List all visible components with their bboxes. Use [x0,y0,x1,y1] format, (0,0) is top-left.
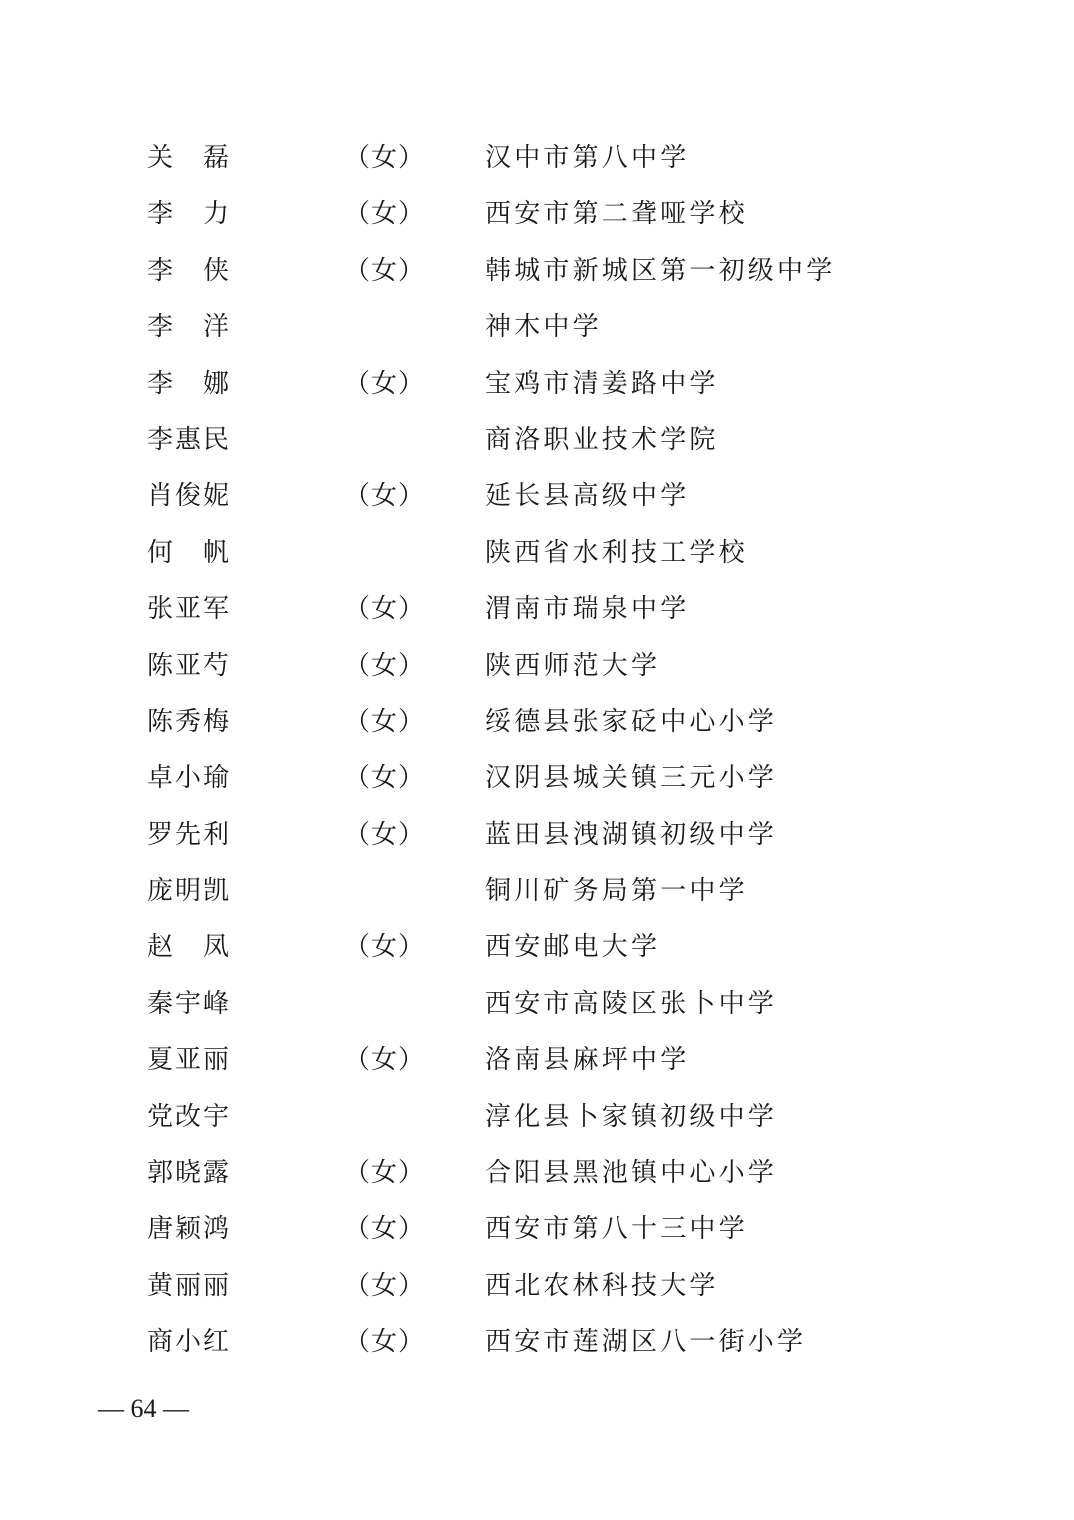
person-name: 党改宇 [147,1101,232,1132]
list-item [0,1032,1074,1088]
person-name: 李惠民 [147,424,232,455]
organization: 西北农林科技大学 [485,1270,719,1301]
organization: 陕西师范大学 [485,650,661,681]
organization: 汉阴县城关镇三元小学 [485,763,778,794]
list-item [0,356,1074,412]
organization: 淳化县卜家镇初级中学 [485,1101,778,1132]
list-item [0,638,1074,694]
organization: 宝鸡市清姜路中学 [485,368,719,399]
gender-note: （女） [344,481,426,512]
list-item [0,412,1074,468]
organization: 洛南县麻坪中学 [485,1045,690,1076]
gender-note: （女） [344,763,426,794]
organization: 合阳县黑池镇中心小学 [485,1158,778,1189]
gender-note: （女） [344,255,426,286]
list-item [0,1201,1074,1257]
organization: 铜川矿务局第一中学 [485,876,748,907]
gender-note: （女） [344,594,426,625]
organization: 西安市第八十三中学 [485,1214,748,1245]
list-item [0,1258,1074,1314]
person-name: 赵 凤 [147,932,232,963]
person-name: 罗先利 [147,819,232,850]
list-item [0,581,1074,637]
award-list [0,130,1074,1371]
person-name: 关 磊 [147,143,232,173]
list-item [0,1145,1074,1201]
gender-note: （女） [344,1158,426,1189]
organization: 西安市高陵区张卜中学 [485,988,778,1019]
organization: 蓝田县洩湖镇初级中学 [485,819,778,850]
list-item [0,1314,1074,1370]
page-number: — 64 — [98,1394,189,1423]
list-item [0,243,1074,299]
person-name: 夏亚丽 [147,1045,232,1076]
person-name: 黄丽丽 [147,1270,232,1301]
person-name: 李 娜 [147,368,232,399]
person-name: 秦宇峰 [147,988,232,1019]
gender-note: （女） [344,199,426,230]
list-item [0,694,1074,750]
gender-note: （女） [344,650,426,681]
gender-note: （女） [344,1214,426,1245]
organization: 渭南市瑞泉中学 [485,594,690,625]
person-name: 李 洋 [147,312,232,343]
list-item [0,525,1074,581]
gender-note: （女） [344,1327,426,1358]
list-item [0,807,1074,863]
organization: 商洛职业技术学院 [485,424,719,455]
list-item [0,750,1074,806]
organization: 西安邮电大学 [485,932,661,963]
person-name: 唐颖鸿 [147,1214,232,1245]
gender-note: （女） [344,706,426,737]
organization: 西安市第二聋哑学校 [485,199,748,230]
person-name: 庞明凯 [147,876,232,907]
gender-note: （女） [344,1270,426,1301]
list-item [0,186,1074,242]
organization: 韩城市新城区第一初级中学 [485,255,836,286]
person-name: 陈秀梅 [147,706,232,737]
list-item [0,976,1074,1032]
person-name: 李 侠 [147,255,232,286]
gender-note: （女） [344,368,426,399]
person-name: 李 力 [147,199,232,230]
person-name: 卓小瑜 [147,763,232,794]
list-item [0,468,1074,524]
list-item [0,130,1074,186]
organization: 延长县高级中学 [485,481,690,512]
organization: 汉中市第八中学 [485,143,690,173]
gender-note: （女） [344,932,426,963]
organization: 绥德县张家砭中心小学 [485,706,778,737]
list-item [0,1089,1074,1145]
list-item [0,919,1074,975]
list-item [0,299,1074,355]
person-name: 何 帆 [147,537,232,568]
person-name: 郭晓露 [147,1158,232,1189]
gender-note: （女） [344,143,426,173]
person-name: 张亚军 [147,594,232,625]
organization: 陕西省水利技工学校 [485,537,748,568]
person-name: 陈亚芍 [147,650,232,681]
list-item [0,863,1074,919]
person-name: 肖俊妮 [147,481,232,512]
gender-note: （女） [344,819,426,850]
organization: 神木中学 [485,312,602,343]
person-name: 商小红 [147,1327,232,1358]
organization: 西安市莲湖区八一街小学 [485,1327,807,1358]
gender-note: （女） [344,1045,426,1076]
